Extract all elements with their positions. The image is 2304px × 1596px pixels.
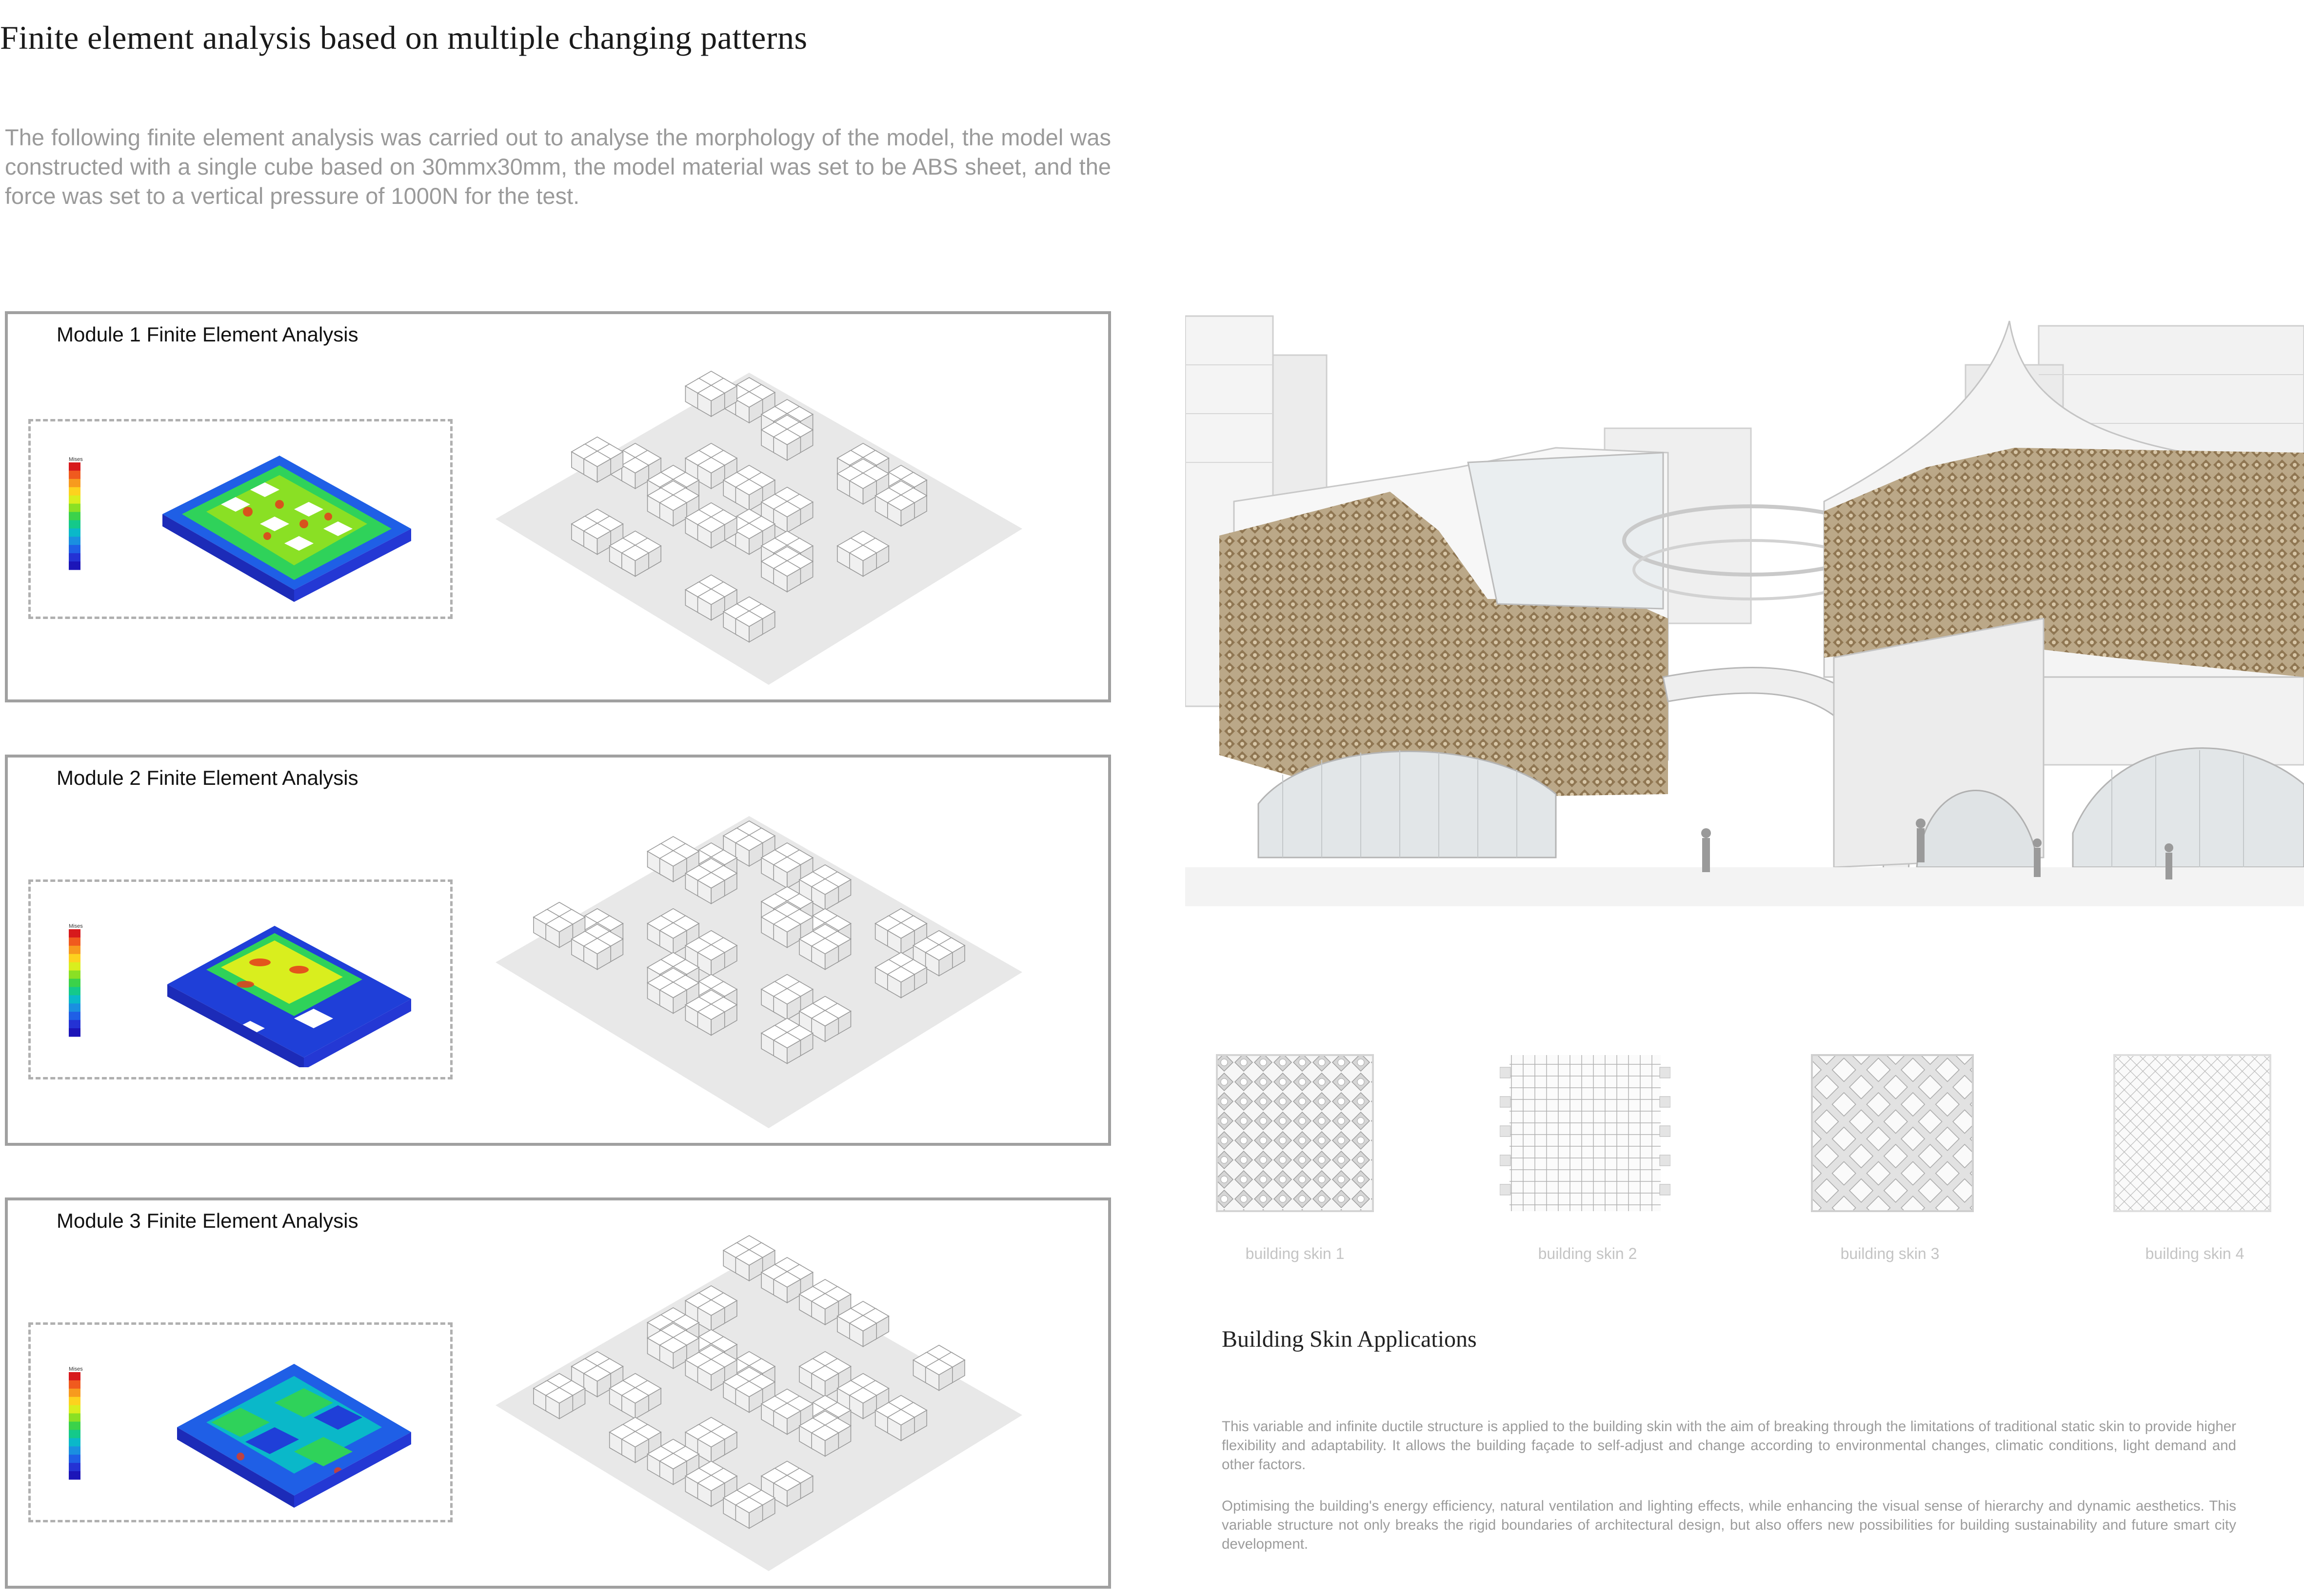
legend-swatch: [69, 1020, 80, 1028]
legend-swatch: [69, 995, 80, 1003]
legend-swatch: [69, 561, 80, 570]
legend-colorbar: [69, 1372, 88, 1484]
intro-paragraph: The following finite element analysis was carried out to analyse the morphology of the model, the model was constructed with a single cube based on 30mmx30mm, the model material was set to be ABS sheet, and the force was set to a vertical pressure of 1000N for the test.: [5, 124, 1111, 209]
module-2-fea-box: [28, 879, 453, 1079]
legend-swatch: [69, 1438, 80, 1446]
skin-label-4: building skin 4: [2145, 1245, 2244, 1262]
legend-swatch: [69, 487, 80, 496]
module-3-fea-box: [28, 1322, 453, 1522]
module-1-3d-model: [476, 334, 1037, 704]
fea-legend: [69, 457, 88, 575]
legend-swatch: [69, 946, 80, 954]
applications-title: Building Skin Applications: [1222, 1326, 1477, 1352]
legend-swatch: [69, 1455, 80, 1463]
legend-swatch: [69, 987, 80, 995]
legend-swatch: [69, 1422, 80, 1430]
ground-shadow: [496, 1259, 1022, 1571]
legend-swatch: [69, 496, 80, 504]
legend-swatch: [69, 1397, 80, 1405]
module-3-label: Module 3 Finite Element Analysis: [57, 1209, 358, 1232]
module-2-label: Module 2 Finite Element Analysis: [57, 766, 358, 789]
legend-swatch: [69, 929, 80, 938]
fea-stress-model-1: [153, 441, 426, 602]
module-2-3d-model: [476, 777, 1037, 1148]
legend-swatch: [69, 1463, 80, 1471]
legend-swatch: [69, 545, 80, 553]
module-1-label: Module 1 Finite Element Analysis: [57, 323, 358, 346]
legend-colorbar: [69, 929, 88, 1041]
legend-swatch: [69, 504, 80, 512]
building-skin-3-swatch: [1809, 1053, 1975, 1214]
building-skin-2-swatch: [1500, 1053, 1670, 1214]
legend-swatch: [69, 1414, 80, 1422]
legend-title: Mises: [69, 923, 83, 929]
legend-swatch: [69, 962, 80, 971]
legend-swatch: [69, 537, 80, 545]
module-2-panel: [5, 755, 1111, 1146]
legend-swatch: [69, 1028, 80, 1037]
fea-stress-model-3: [172, 1339, 426, 1510]
fea-legend: [69, 923, 88, 1041]
legend-swatch: [69, 1003, 80, 1012]
legend-swatch: [69, 1471, 80, 1479]
building-skin-1-swatch: [1214, 1053, 1375, 1214]
legend-swatch: [69, 479, 80, 487]
skin-label-3: building skin 3: [1840, 1245, 1940, 1262]
legend-swatch: [69, 462, 80, 471]
legend-swatch: [69, 1380, 80, 1389]
legend-swatch: [69, 979, 80, 987]
skin-label-2: building skin 2: [1538, 1245, 1637, 1262]
skin-label-1: building skin 1: [1245, 1245, 1345, 1262]
legend-swatch: [69, 1389, 80, 1397]
legend-swatch: [69, 520, 80, 528]
building-facade-rendering: [1185, 306, 2304, 906]
legend-swatch: [69, 553, 80, 561]
building-skin-4-swatch: [2112, 1053, 2273, 1214]
legend-swatch: [69, 954, 80, 962]
legend-swatch: [69, 1372, 80, 1380]
legend-swatch: [69, 971, 80, 979]
applications-paragraph-1: This variable and infinite ductile structure is applied to the building skin with the aim of breaking through the limitations of traditional static skin to provide higher flexibility and adaptability. It allows the building façade to self-adjust and change according to environmental changes, climatic conditions, light demand and other factors.: [1222, 1418, 2236, 1473]
page-title: Finite element analysis based on multiple changing patterns: [0, 19, 808, 56]
module-1-panel: [5, 311, 1111, 702]
legend-colorbar: [69, 462, 88, 575]
module-3-panel: [5, 1197, 1111, 1589]
legend-swatch: [69, 1430, 80, 1438]
fea-stress-model-2: [158, 901, 431, 1067]
legend-swatch: [69, 528, 80, 537]
fea-legend: [69, 1366, 88, 1484]
module-1-fea-box: [28, 419, 453, 619]
legend-title: Mises: [69, 1366, 83, 1372]
module-3-3d-model: [476, 1220, 1037, 1591]
legend-title: Mises: [69, 457, 83, 462]
legend-swatch: [69, 1446, 80, 1455]
legend-swatch: [69, 1012, 80, 1020]
applications-paragraph-2: Optimising the building's energy efficiency, natural ventilation and lighting effects, while enhancing the visual sense of hierarchy and dynamic aesthetics. This variable structure not only breaks the rigid boundaries of architectural design, but also offers new possibilities for building sustainability and future smart city development.: [1222, 1498, 2236, 1552]
legend-swatch: [69, 471, 80, 479]
legend-swatch: [69, 512, 80, 520]
legend-swatch: [69, 1405, 80, 1414]
legend-swatch: [69, 938, 80, 946]
